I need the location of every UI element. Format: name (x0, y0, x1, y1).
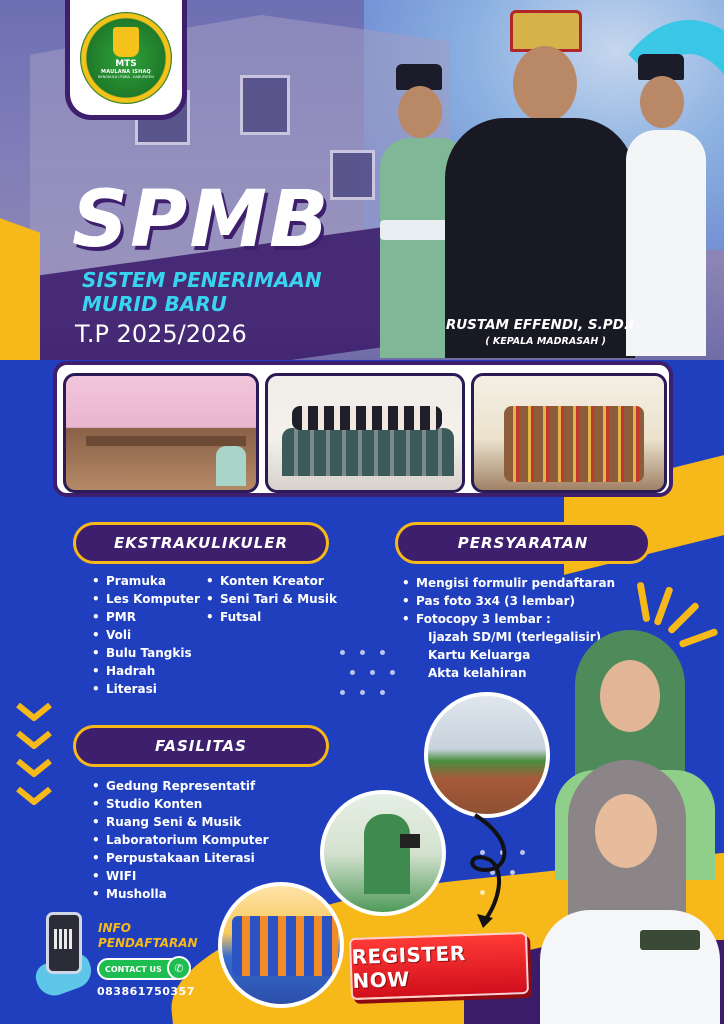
list-item: • Perpustakaan Literasi (90, 849, 269, 867)
list-item: • Voli (90, 626, 200, 644)
student-right-figure (622, 50, 712, 360)
list-item: • Les Komputer (90, 590, 200, 608)
book-icon (113, 27, 139, 57)
list-item: • Pramuka (90, 572, 200, 590)
list-item: • Fotocopy 3 lembar : (400, 610, 615, 628)
list-item: • Studio Konten (90, 795, 269, 813)
photo-strip (53, 361, 673, 497)
sub-list-item: Kartu Keluarga (428, 648, 531, 662)
persyaratan-heading: PERSYARATAN (395, 522, 651, 564)
fasilitas-list (90, 777, 269, 903)
list-item: • Konten Kreator (204, 572, 337, 590)
building-window (240, 75, 290, 135)
sub-list-item: Ijazah SD/MI (terlegalisir) (428, 630, 602, 644)
principal-name: RUSTAM EFFENDI, S.PD.I (445, 317, 634, 333)
list-item: • Hadrah (90, 662, 200, 680)
list-item: • Ruang Seni & Musik (90, 813, 269, 831)
info-pendaftaran-label (98, 921, 198, 951)
page-title: SPMB (72, 175, 331, 265)
student-girl-white-figure (540, 760, 720, 1024)
register-now-button[interactable]: REGISTER NOW (349, 932, 529, 1000)
qr-phone-icon (46, 912, 82, 974)
list-item: • Musholla (90, 885, 269, 903)
fasilitas-heading: FASILITAS (73, 725, 329, 767)
chevron-down-icon (16, 759, 52, 777)
principal-figure (445, 10, 635, 360)
logo-school-name: MAULANA ISHAQ (101, 68, 151, 75)
chevron-down-icon (16, 703, 52, 721)
list-item: • Pas foto 3x4 (3 lembar) (400, 592, 615, 610)
logo-short-name: MTS (115, 58, 137, 69)
info-line-2: PENDAFTARAN (98, 936, 198, 950)
list-item: • Seni Tari & Musik (204, 590, 337, 608)
list-item: • PMR (90, 608, 200, 626)
chevron-down-icon (16, 731, 52, 749)
volleyball-photo (424, 692, 550, 818)
list-item: • Laboratorium Komputer (90, 831, 269, 849)
school-logo (65, 0, 187, 120)
logo-location: BENGKULU UTARA - KABUPATEN (98, 74, 154, 79)
chevron-down-icon (16, 787, 52, 805)
ekstrakurikuler-list-2 (204, 572, 337, 626)
list-item: • Bulu Tangkis (90, 644, 200, 662)
principal-title: ( KEPALA MADRASAH ) (485, 336, 606, 347)
subtitle-line-2: MURID BARU (82, 292, 227, 316)
ekstrakurikuler-list-1 (90, 572, 200, 698)
sub-list-item: Akta kelahiran (428, 666, 527, 680)
computer-lab-photo (63, 373, 259, 493)
content-studio-photo (320, 790, 446, 916)
futsal-team-photo (218, 882, 344, 1008)
list-item: • Futsal (204, 608, 337, 626)
subtitle-line-1: SISTEM PENERIMAAN (82, 268, 322, 292)
list-item: • WIFI (90, 867, 269, 885)
phone-number[interactable]: 083861750357 (97, 985, 195, 998)
academic-year: T.P 2025/2026 (75, 320, 247, 348)
teachers-group-photo (265, 373, 465, 493)
contact-us-button[interactable]: CONTACT US (97, 958, 187, 980)
whatsapp-icon[interactable]: ✆ (167, 956, 191, 980)
info-line-1: INFO (98, 921, 131, 935)
school-seal-icon (80, 12, 172, 104)
list-item: • Gedung Representatif (90, 777, 269, 795)
list-item: • Mengisi formulir pendaftaran (400, 574, 615, 592)
arrow-curl-icon (455, 810, 525, 930)
building-window (330, 150, 375, 200)
scouts-group-photo (471, 373, 667, 493)
list-item: • Literasi (90, 680, 200, 698)
ekstrakurikuler-heading: EKSTRAKULIKULER (73, 522, 329, 564)
